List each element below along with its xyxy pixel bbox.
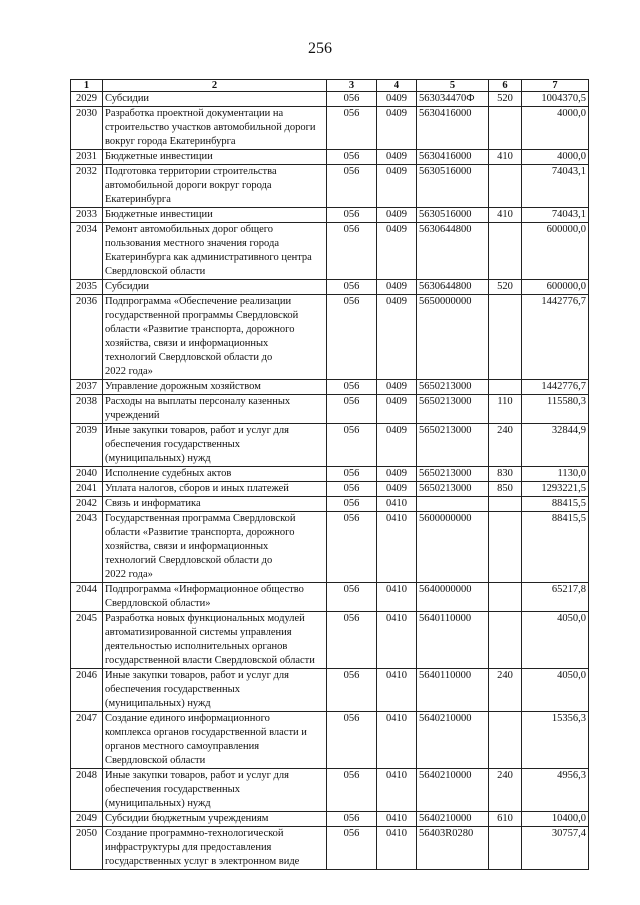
col4-code: 0409 — [377, 280, 417, 295]
table-row — [71, 482, 589, 497]
col4-code: 0409 — [377, 467, 417, 482]
row-name — [103, 223, 327, 280]
col3-code: 056 — [327, 467, 377, 482]
col4-code: 0410 — [377, 612, 417, 669]
row-name — [103, 827, 327, 870]
table-row — [71, 612, 589, 669]
col5-code: 5630644800 — [417, 280, 489, 295]
table-body — [71, 92, 589, 870]
col4-code: 0409 — [377, 223, 417, 280]
header-cell: 6 — [489, 80, 522, 92]
col4-code: 0410 — [377, 712, 417, 769]
col3-code: 056 — [327, 395, 377, 424]
row-name-line: Создание программно-технологической — [105, 828, 284, 839]
table-row — [71, 380, 589, 395]
row-number: 2044 — [71, 583, 103, 612]
row-name-line: Подготовка территории строительства — [105, 166, 277, 177]
col5-code: 5650213000 — [417, 395, 489, 424]
row-name — [103, 295, 327, 380]
col3-code: 056 — [327, 223, 377, 280]
budget-table — [70, 79, 589, 870]
row-name-line: Субсидии — [105, 281, 150, 292]
row-number: 2039 — [71, 424, 103, 467]
row-name — [103, 467, 327, 482]
row-number: 2031 — [71, 150, 103, 165]
header-cell: 2 — [103, 80, 327, 92]
col3-code: 056 — [327, 827, 377, 870]
row-name-line: органов местного самоуправления — [105, 741, 260, 752]
col6-code: 850 — [489, 482, 522, 497]
row-name — [103, 107, 327, 150]
col6-code: 520 — [489, 280, 522, 295]
col5-code: 5630516000 — [417, 165, 489, 208]
row-name-line: Разработка новых функциональных модулей — [105, 613, 305, 624]
row-amount: 600000,0 — [522, 280, 589, 295]
row-number: 2047 — [71, 712, 103, 769]
table-row — [71, 395, 589, 424]
col6-code: 520 — [489, 92, 522, 107]
col3-code: 056 — [327, 482, 377, 497]
col6-code — [489, 165, 522, 208]
row-name — [103, 497, 327, 512]
col6-code — [489, 827, 522, 870]
col5-code: 5640210000 — [417, 812, 489, 827]
row-amount: 4000,0 — [522, 150, 589, 165]
row-number: 2038 — [71, 395, 103, 424]
row-name-line: Бюджетные инвестиции — [105, 151, 213, 162]
row-name-line: хозяйства, связи и информационных — [105, 338, 269, 349]
row-name-line: строительство участков автомобильной дороги — [105, 122, 316, 133]
col6-code — [489, 612, 522, 669]
row-name-line: вокруг города Екатеринбурга — [105, 136, 236, 147]
table-row — [71, 497, 589, 512]
col3-code: 056 — [327, 497, 377, 512]
col3-code: 056 — [327, 583, 377, 612]
col6-code — [489, 223, 522, 280]
col5-code: 5650000000 — [417, 295, 489, 380]
col4-code: 0409 — [377, 208, 417, 223]
page-number: 256 — [308, 40, 332, 57]
row-name-line: (муниципальных) нужд — [105, 798, 211, 809]
col6-code — [489, 107, 522, 150]
col6-code: 240 — [489, 424, 522, 467]
col4-code: 0409 — [377, 380, 417, 395]
col3-code: 056 — [327, 107, 377, 150]
row-name-line: технологий Свердловской области до — [105, 352, 273, 363]
row-number: 2029 — [71, 92, 103, 107]
row-number: 2040 — [71, 467, 103, 482]
row-name — [103, 712, 327, 769]
col5-code: 5640110000 — [417, 669, 489, 712]
table-row — [71, 827, 589, 870]
row-name-line: Екатеринбурга как административного центра — [105, 252, 312, 263]
row-name — [103, 482, 327, 497]
col4-code: 0409 — [377, 295, 417, 380]
row-amount: 1442776,7 — [522, 295, 589, 380]
col4-code: 0409 — [377, 395, 417, 424]
col4-code: 0410 — [377, 812, 417, 827]
table-row — [71, 295, 589, 380]
row-amount: 4000,0 — [522, 107, 589, 150]
row-name-line: 2022 года» — [105, 569, 153, 580]
col5-code: 5650213000 — [417, 482, 489, 497]
col4-code: 0409 — [377, 92, 417, 107]
row-name — [103, 150, 327, 165]
col4-code: 0409 — [377, 424, 417, 467]
col5-code: 5640210000 — [417, 769, 489, 812]
row-name-line: Иные закупки товаров, работ и услуг для — [105, 770, 289, 781]
row-name — [103, 424, 327, 467]
row-amount: 32844,9 — [522, 424, 589, 467]
table-row — [71, 712, 589, 769]
col6-code — [489, 583, 522, 612]
row-amount: 1004370,5 — [522, 92, 589, 107]
row-name-line: области «Развитие транспорта, дорожного — [105, 527, 295, 538]
col6-code: 830 — [489, 467, 522, 482]
col6-code: 240 — [489, 669, 522, 712]
col6-code — [489, 512, 522, 583]
header-cell: 4 — [377, 80, 417, 92]
col5-code: 5640210000 — [417, 712, 489, 769]
col6-code — [489, 380, 522, 395]
row-name-line: технологий Свердловской области до — [105, 555, 273, 566]
col5-code: 5650213000 — [417, 424, 489, 467]
row-number: 2049 — [71, 812, 103, 827]
row-number: 2033 — [71, 208, 103, 223]
table-row — [71, 150, 589, 165]
header-row — [71, 80, 589, 92]
row-amount: 600000,0 — [522, 223, 589, 280]
row-number: 2041 — [71, 482, 103, 497]
col4-code: 0409 — [377, 150, 417, 165]
row-name-line: обеспечения государственных — [105, 684, 240, 695]
row-name — [103, 769, 327, 812]
row-name-line: хозяйства, связи и информационных — [105, 541, 269, 552]
col4-code: 0409 — [377, 165, 417, 208]
row-name-line: Иные закупки товаров, работ и услуг для — [105, 425, 289, 436]
row-number: 2036 — [71, 295, 103, 380]
header-cell: 5 — [417, 80, 489, 92]
row-name — [103, 208, 327, 223]
row-amount: 115580,3 — [522, 395, 589, 424]
table-row — [71, 223, 589, 280]
table-row — [71, 280, 589, 295]
row-name-line: деятельностью исполнительных органов — [105, 641, 288, 652]
row-name-line: учреждений — [105, 410, 160, 421]
row-name — [103, 512, 327, 583]
row-name-line: Подпрограмма «Обеспечение реализации — [105, 296, 292, 307]
col4-code: 0409 — [377, 107, 417, 150]
table-row — [71, 583, 589, 612]
row-amount: 15356,3 — [522, 712, 589, 769]
col4-code: 0410 — [377, 583, 417, 612]
row-number: 2037 — [71, 380, 103, 395]
header-cell: 3 — [327, 80, 377, 92]
col3-code: 056 — [327, 280, 377, 295]
col3-code: 056 — [327, 769, 377, 812]
row-name-line: государственной программы Свердловской — [105, 310, 299, 321]
row-name — [103, 165, 327, 208]
col3-code: 056 — [327, 712, 377, 769]
col6-code — [489, 712, 522, 769]
col3-code: 056 — [327, 424, 377, 467]
row-name-line: Свердловской области» — [105, 598, 211, 609]
row-name-line: обеспечения государственных — [105, 439, 240, 450]
col6-code: 110 — [489, 395, 522, 424]
row-name-line: Субсидии — [105, 93, 150, 104]
row-number: 2050 — [71, 827, 103, 870]
col4-code: 0410 — [377, 669, 417, 712]
row-name-line: Свердловской области — [105, 755, 206, 766]
col3-code: 056 — [327, 380, 377, 395]
col6-code: 240 — [489, 769, 522, 812]
row-amount: 4050,0 — [522, 669, 589, 712]
col3-code: 056 — [327, 92, 377, 107]
row-amount: 1293221,5 — [522, 482, 589, 497]
row-name-line: Иные закупки товаров, работ и услуг для — [105, 670, 289, 681]
col4-code: 0410 — [377, 769, 417, 812]
row-name-line: Расходы на выплаты персоналу казенных — [105, 396, 291, 407]
col5-code: 5630416000 — [417, 150, 489, 165]
col6-code — [489, 497, 522, 512]
table-row — [71, 512, 589, 583]
row-name-line: Исполнение судебных актов — [105, 468, 232, 479]
row-name-line: Связь и информатика — [105, 498, 201, 509]
table-row — [71, 424, 589, 467]
row-name — [103, 395, 327, 424]
col3-code: 056 — [327, 669, 377, 712]
row-amount: 4050,0 — [522, 612, 589, 669]
col4-code: 0410 — [377, 497, 417, 512]
table-row — [71, 669, 589, 712]
row-number: 2035 — [71, 280, 103, 295]
row-name-line: обеспечения государственных — [105, 784, 240, 795]
col5-code — [417, 497, 489, 512]
row-name-line: комплекса органов государственной власти и — [105, 727, 307, 738]
row-number: 2045 — [71, 612, 103, 669]
row-name — [103, 92, 327, 107]
row-name-line: Подпрограмма «Информационное общество — [105, 584, 304, 595]
row-name — [103, 612, 327, 669]
row-amount: 74043,1 — [522, 208, 589, 223]
row-name-line: Екатеринбурга — [105, 194, 171, 205]
table-row — [71, 769, 589, 812]
row-name-line: Ремонт автомобильных дорог общего — [105, 224, 274, 235]
row-name — [103, 583, 327, 612]
row-name — [103, 380, 327, 395]
col5-code: 5630644800 — [417, 223, 489, 280]
row-number: 2030 — [71, 107, 103, 150]
row-number: 2046 — [71, 669, 103, 712]
col3-code: 056 — [327, 812, 377, 827]
col5-code: 563034470Ф — [417, 92, 489, 107]
row-name-line: (муниципальных) нужд — [105, 453, 211, 464]
row-name-line: автомобильной дороги вокруг города — [105, 180, 272, 191]
row-name-line: области «Развитие транспорта, дорожного — [105, 324, 295, 335]
table-row — [71, 92, 589, 107]
col5-code: 5640110000 — [417, 612, 489, 669]
row-name-line: Создание единого информационного — [105, 713, 270, 724]
col3-code: 056 — [327, 208, 377, 223]
row-name-line: (муниципальных) нужд — [105, 698, 211, 709]
col6-code: 410 — [489, 150, 522, 165]
row-name-line: государственной власти Свердловской области — [105, 655, 315, 666]
row-amount: 65217,8 — [522, 583, 589, 612]
row-name-line: Управление дорожным хозяйством — [105, 381, 261, 392]
col3-code: 056 — [327, 612, 377, 669]
col3-code: 056 — [327, 150, 377, 165]
table-row — [71, 208, 589, 223]
col4-code: 0410 — [377, 512, 417, 583]
col5-code: 5600000000 — [417, 512, 489, 583]
col3-code: 056 — [327, 165, 377, 208]
row-number: 2042 — [71, 497, 103, 512]
row-name-line: Разработка проектной документации на — [105, 108, 284, 119]
row-name-line: Уплата налогов, сборов и иных платежей — [105, 483, 289, 494]
row-amount: 30757,4 — [522, 827, 589, 870]
table-row — [71, 107, 589, 150]
row-name-line: автоматизированной системы управления — [105, 627, 292, 638]
col6-code — [489, 295, 522, 380]
row-name — [103, 812, 327, 827]
col5-code: 5640000000 — [417, 583, 489, 612]
row-name-line: Свердловской области — [105, 266, 206, 277]
row-number: 2048 — [71, 769, 103, 812]
col5-code: 5630516000 — [417, 208, 489, 223]
row-amount: 74043,1 — [522, 165, 589, 208]
row-amount: 4956,3 — [522, 769, 589, 812]
row-amount: 88415,5 — [522, 512, 589, 583]
row-amount: 10400,0 — [522, 812, 589, 827]
row-amount: 1442776,7 — [522, 380, 589, 395]
row-name-line: инфраструктуры для предоставления — [105, 842, 272, 853]
row-name — [103, 669, 327, 712]
row-number: 2032 — [71, 165, 103, 208]
row-name-line: Субсидии бюджетным учреждениям — [105, 813, 269, 824]
row-name-line: Государственная программа Свердловской — [105, 513, 296, 524]
col5-code: 56403R0280 — [417, 827, 489, 870]
row-name-line: пользования местного значения города — [105, 238, 280, 249]
row-amount: 1130,0 — [522, 467, 589, 482]
table-row — [71, 165, 589, 208]
row-name-line: 2022 года» — [105, 366, 153, 377]
table-row — [71, 467, 589, 482]
header-cell: 1 — [71, 80, 103, 92]
row-amount: 88415,5 — [522, 497, 589, 512]
col3-code: 056 — [327, 295, 377, 380]
row-name — [103, 280, 327, 295]
col5-code: 5630416000 — [417, 107, 489, 150]
row-number: 2034 — [71, 223, 103, 280]
col3-code: 056 — [327, 512, 377, 583]
row-name-line: государственных услуг в электронном виде — [105, 856, 300, 867]
col5-code: 5650213000 — [417, 380, 489, 395]
col6-code: 410 — [489, 208, 522, 223]
col4-code: 0409 — [377, 482, 417, 497]
row-number: 2043 — [71, 512, 103, 583]
col6-code: 610 — [489, 812, 522, 827]
header-cell: 7 — [522, 80, 589, 92]
table-row — [71, 812, 589, 827]
col4-code: 0410 — [377, 827, 417, 870]
col5-code: 5650213000 — [417, 467, 489, 482]
row-name-line: Бюджетные инвестиции — [105, 209, 213, 220]
